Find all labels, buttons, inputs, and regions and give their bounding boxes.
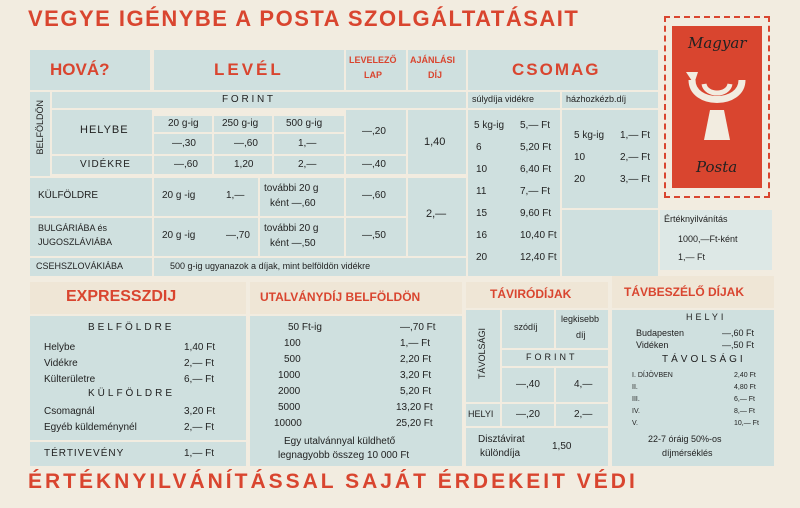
helyi-szodij: —,20 bbox=[502, 404, 554, 426]
suly-header: súlydíja vidékre bbox=[468, 92, 560, 108]
express-table: BELFÖLDRE Helybe 1,40 Ft Vidékre 2,— Ft Külterületre 6,— Ft KÜLFÖLDRE Csomagnál 3,20 Ft Egyéb küldeménynél 2,— Ft bbox=[30, 316, 246, 440]
helybe-cell: HELYBE bbox=[52, 110, 152, 154]
header-hova: HOVÁ? bbox=[30, 50, 150, 90]
videkre-price-3: 2,— bbox=[274, 156, 344, 174]
videkre-price-2: 1,20 bbox=[214, 156, 272, 174]
kulfoldre-price: 20 g -ig 1,— bbox=[154, 178, 258, 216]
express-header: EXPRESSZDIJ bbox=[30, 282, 246, 314]
helyi-label: HELYI bbox=[466, 404, 500, 426]
weight-20: 20 g-ig bbox=[154, 116, 212, 132]
header-level: LEVÉL bbox=[154, 50, 344, 90]
bulgaria-lap: —,50 bbox=[346, 218, 406, 256]
videkre-cell: VIDÉKRE bbox=[52, 156, 152, 174]
tavirat-forint: FORINT bbox=[502, 350, 608, 366]
tavolsagi-label: TÁVOLSÁGI bbox=[466, 310, 500, 402]
post-horn-icon bbox=[684, 66, 750, 146]
posta-stamp bbox=[664, 16, 770, 198]
videkre-price-1: —,60 bbox=[154, 156, 212, 174]
kulfoldre-lap: —,60 bbox=[346, 178, 406, 216]
bulgaria-tovabbi: további 20 g ként —,50 bbox=[260, 218, 344, 256]
tertiveveny-row: TÉRTIVEVÉNY 1,— Ft bbox=[30, 442, 246, 466]
ertek-box: Értéknyilvánítás 1000,—Ft-ként 1,— Ft bbox=[660, 210, 772, 270]
weight-500: 500 g-ig bbox=[274, 116, 344, 132]
utalvany-table: 50 Ft-ig —,70 Ft 100 1,— Ft 500 2,20 Ft 1000 3,20 Ft 2000 5,20 Ft 5000 13,20 Ft 10000 25,20 Ft Egy utalvánnyal küldhető legnagyobb összeg 10 000 Ft bbox=[250, 316, 462, 466]
tav-legkisebb: 4,— bbox=[556, 368, 608, 402]
helybe-price-3: 1,— bbox=[274, 134, 344, 154]
hazhoz-table: 5 kg-ig 1,— Ft 10 2,— Ft 20 3,— Ft bbox=[562, 110, 658, 208]
disztavirat-row: Disztávirat különdíja 1,50 bbox=[466, 428, 608, 466]
ajanlasi-belfold: 1,40 bbox=[408, 110, 466, 174]
tavbeszelo-header: TÁVBESZÉLŐ DÍJAK bbox=[612, 276, 774, 308]
helybe-price-2: —,60 bbox=[214, 134, 272, 154]
helybe-price-1: —,30 bbox=[154, 134, 212, 154]
weight-250: 250 g-ig bbox=[214, 116, 272, 132]
header-csomag: CSOMAG bbox=[468, 50, 658, 90]
ajanlasi-kulfold: 2,— bbox=[408, 178, 466, 256]
stamp-face: Magyar Posta bbox=[672, 26, 762, 188]
tavirat-header: TÁVIRÓDÍJAK bbox=[466, 282, 608, 308]
csehszlovakia-cell: CSEHSZLOVÁKIÁBA bbox=[30, 258, 152, 276]
tavbeszelo-table: HELYI Budapesten —,60 Ft Vidéken —,50 Ft TÁVOLSÁGI I. DÍJÖVBEN 2,40 Ft II. 4,80 Ft III. 6,— Ft IV. 8,— Ft V. 10,— Ft 22-7 óráig 50%-os díjmérséklés bbox=[612, 310, 774, 466]
csehszlovakia-text: 500 g-ig ugyanazok a díjak, mint belföldön vidékre bbox=[154, 258, 466, 276]
bulgaria-cell: BULGÁRIÁBA és JUGOSZLÁVIÁBA bbox=[30, 218, 152, 256]
hazhoz-header: házhozkézb.díj bbox=[562, 92, 658, 108]
page-title: VEGYE IGÉNYBE A POSTA SZOLGÁLTATÁSAIT bbox=[28, 6, 580, 31]
kulfoldre-tovabbi: további 20 g ként —,60 bbox=[260, 178, 344, 216]
footer-slogan: ÉRTÉKNYILVÁNÍTÁSSAL SAJÁT ÉRDEKEIT VÉDI bbox=[28, 470, 638, 493]
szodij-header: szódíj bbox=[502, 310, 554, 348]
levlap-helybe: —,20 bbox=[346, 110, 406, 154]
legkisebb-header: legkisebb díj bbox=[556, 310, 608, 348]
empty-cell bbox=[562, 210, 658, 276]
kulfoldre-cell: KÜLFÖLDRE bbox=[30, 178, 152, 216]
helyi-legkisebb: 2,— bbox=[556, 404, 608, 426]
header-levelezo-lap: LEVELEZŐ LAP bbox=[346, 50, 406, 90]
forint-bar: F O R I N T bbox=[52, 92, 466, 108]
suly-table: 5 kg-ig 5,— Ft 6 5,20 Ft 10 6,40 Ft 11 7,— Ft 15 9,60 Ft 16 10,40 Ft 20 12,40 Ft bbox=[468, 110, 560, 276]
utalvany-header: UTALVÁNYDÍJ BELFÖLDÖN bbox=[250, 282, 462, 314]
bulgaria-price: 20 g -ig —,70 bbox=[154, 218, 258, 256]
levlap-videkre: —,40 bbox=[346, 156, 406, 174]
tav-szodij: —,40 bbox=[502, 368, 554, 402]
header-ajanlasi-dij: AJÁNLÁSI DÍJ bbox=[408, 50, 466, 90]
belfoldon-label-cell: BELFÖLDÖN bbox=[30, 92, 50, 176]
